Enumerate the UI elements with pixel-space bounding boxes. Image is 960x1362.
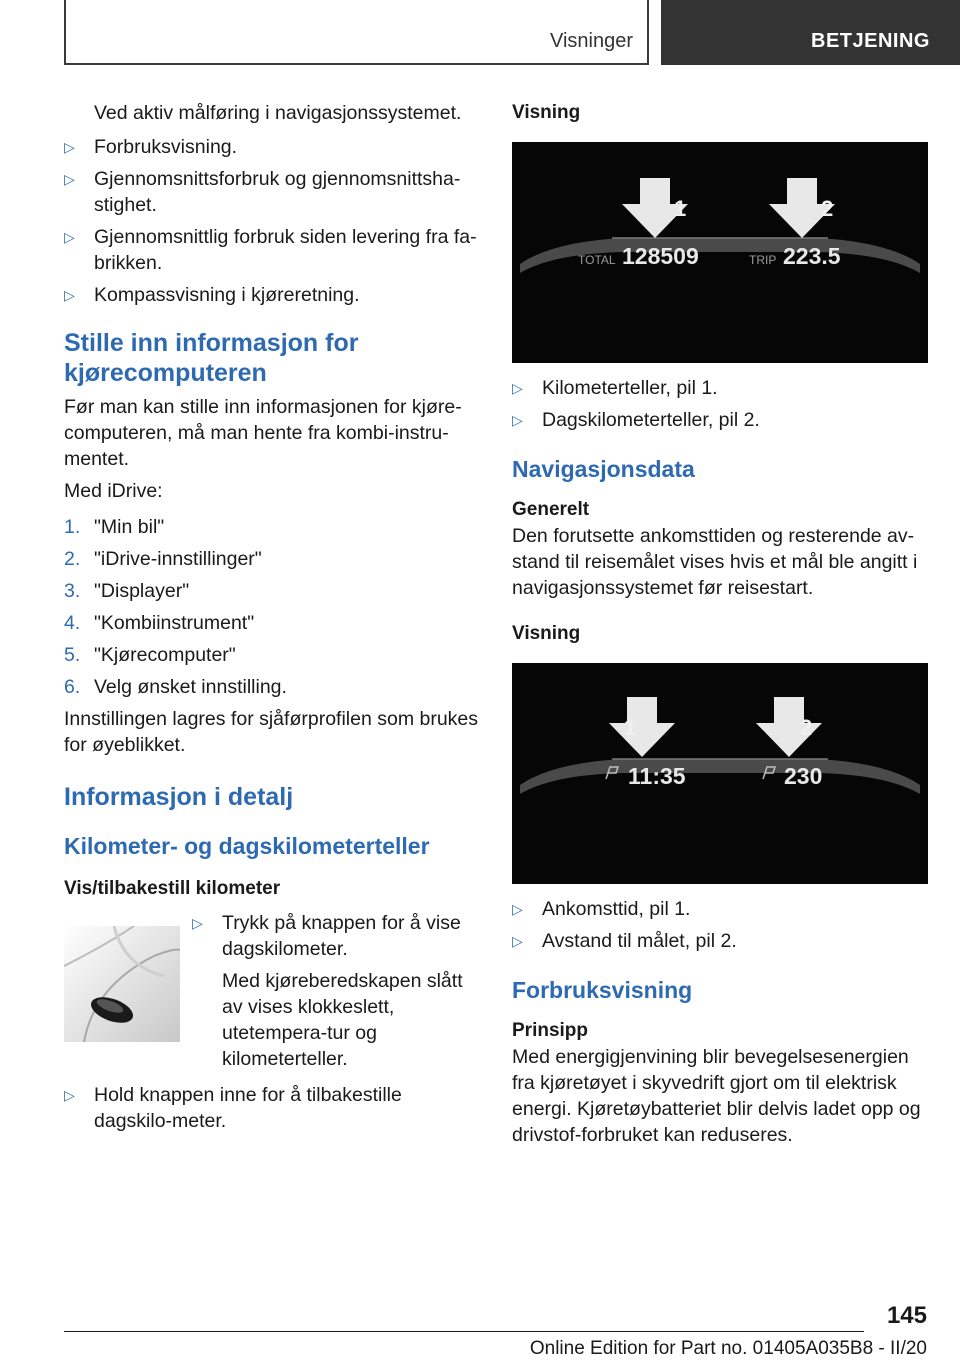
heading-consumption: Forbruksvisning (512, 977, 693, 1003)
step-item: 2. "iDrive-innstillinger" (64, 548, 262, 570)
list-item: ▷ Gjennomsnittlig forbruk siden levering fra fa‐brikken. (64, 226, 477, 274)
arrow-2-number: 2 (800, 715, 813, 740)
step-item: 6. Velg ønsket innstilling. (64, 676, 287, 698)
heading-general: Generelt (512, 499, 590, 520)
header-chapter-box (661, 0, 960, 65)
header-chapter-title: BETJENING (811, 30, 930, 52)
arrow-1-icon (609, 697, 675, 757)
list-item: ▷ Kilometerteller, pil 1. (512, 377, 718, 399)
trip-value: 223.5 (783, 243, 841, 269)
list-item: ▷ Dagskilometerteller, pil 2. (512, 409, 760, 431)
list-item: ▷ Hold knappen inne for å tilbakestille dagskilo‐meter. (64, 1084, 402, 1132)
trip-label: TRIP (749, 253, 777, 267)
triangle-bullet-icon: ▷ (512, 412, 523, 428)
arrow-2-number: 2 (821, 196, 834, 221)
saved-text: Innstillingen lagres for sjåførprofilen som brukes for øyeblikket. (64, 708, 479, 756)
triangle-bullet-icon: ▷ (192, 915, 203, 931)
triangle-bullet-icon: ▷ (64, 139, 75, 155)
triangle-bullet-icon: ▷ (64, 287, 75, 303)
general-text: Den forutsette ankomsttiden og resterende av‐stand til reisemålet vises hvis et mål ble angitt i navigasjonssystemet før reisestart. (512, 525, 918, 599)
step-item: 4. "Kombiinstrument" (64, 612, 255, 634)
step-item: 1. "Min bil" (64, 516, 165, 538)
header-section-title: Visninger (549, 30, 633, 52)
left-column (64, 100, 480, 1140)
right-column (512, 100, 928, 1148)
page-number: 145 (886, 1302, 927, 1329)
footer-edition: Online Edition for Part no. 01405A035B8 - II/20 (529, 1338, 927, 1359)
ready-text: Med kjøreberedskapen slått av vises klokkeslett, utetempera‐tur og kilometerteller. (222, 970, 463, 1070)
button-instruction-text (192, 910, 480, 1072)
list-item: ▷ Trykk på knappen for å vise dagskilometer. (192, 912, 461, 960)
step-item: 5. "Kjørecomputer" (64, 644, 236, 666)
arrow-1-number: 1 (624, 715, 637, 740)
steps-list (64, 514, 480, 700)
triangle-bullet-icon: ▷ (64, 171, 75, 187)
list-item: ▷ Avstand til målet, pil 2. (512, 930, 737, 952)
intro-text: Ved aktiv målføring i navigasjonssystemet. (94, 102, 462, 124)
triangle-bullet-icon: ▷ (512, 380, 523, 396)
idrive-label: Med iDrive: (64, 480, 163, 502)
button-instruction (64, 910, 480, 1072)
arrival-time-value: 11:35 (628, 763, 686, 789)
distance-value: 230 (784, 763, 823, 789)
settings-text: Før man kan stille inn informasjonen for kjøre‐computeren, må man hente fra kombi-instru‐mentet. (64, 396, 462, 470)
fig2-legend (512, 896, 928, 954)
navigation-display-figure (512, 663, 928, 884)
list-item: ▷ Kompassvisning i kjøreretning. (64, 284, 360, 306)
list-item: ▷ Forbruksvisning. (64, 136, 238, 158)
triangle-bullet-icon: ▷ (64, 1087, 75, 1103)
heading-principle: Prinsipp (512, 1020, 589, 1041)
total-label: TOTAL (578, 253, 616, 267)
heading-reset: Vis/tilbakestill kilometer (64, 878, 281, 899)
heading-odometer: Kilometer- og dagskilometerteller (64, 833, 430, 859)
list-item: ▷ Gjennomsnittsforbruk og gjennomsnittsha‐stighet. (64, 168, 461, 216)
odometer-button-image (64, 926, 180, 1042)
triangle-bullet-icon: ▷ (64, 229, 75, 245)
triangle-bullet-icon: ▷ (512, 933, 523, 949)
heading-navigation: Navigasjonsdata (512, 456, 695, 482)
heading-view-1: Visning (512, 102, 581, 123)
step-item: 3. "Displayer" (64, 580, 190, 602)
principle-text: Med energigjenvining blir bevegelsesenergien fra kjøretøyet i skyvedrift gjort om til elektrisk energi. Kjøretøybatteriet blir delvis ladet opp og drivstof‐forbruket kan reduseres. (512, 1046, 921, 1146)
fig1-legend (512, 375, 928, 433)
odometer-display-figure (512, 142, 928, 363)
heading-detail: Informasjon i detalj (64, 783, 294, 811)
heading-settings: Stille inn informasjon for kjørecomputeren (64, 329, 359, 387)
header-section-box (64, 0, 649, 65)
list-item: ▷ Ankomsttid, pil 1. (512, 898, 691, 920)
footer-divider (64, 1331, 864, 1332)
total-value: 128509 (622, 243, 699, 269)
arrow-1-number: 1 (674, 196, 687, 221)
heading-view-2: Visning (512, 623, 581, 644)
triangle-bullet-icon: ▷ (512, 901, 523, 917)
